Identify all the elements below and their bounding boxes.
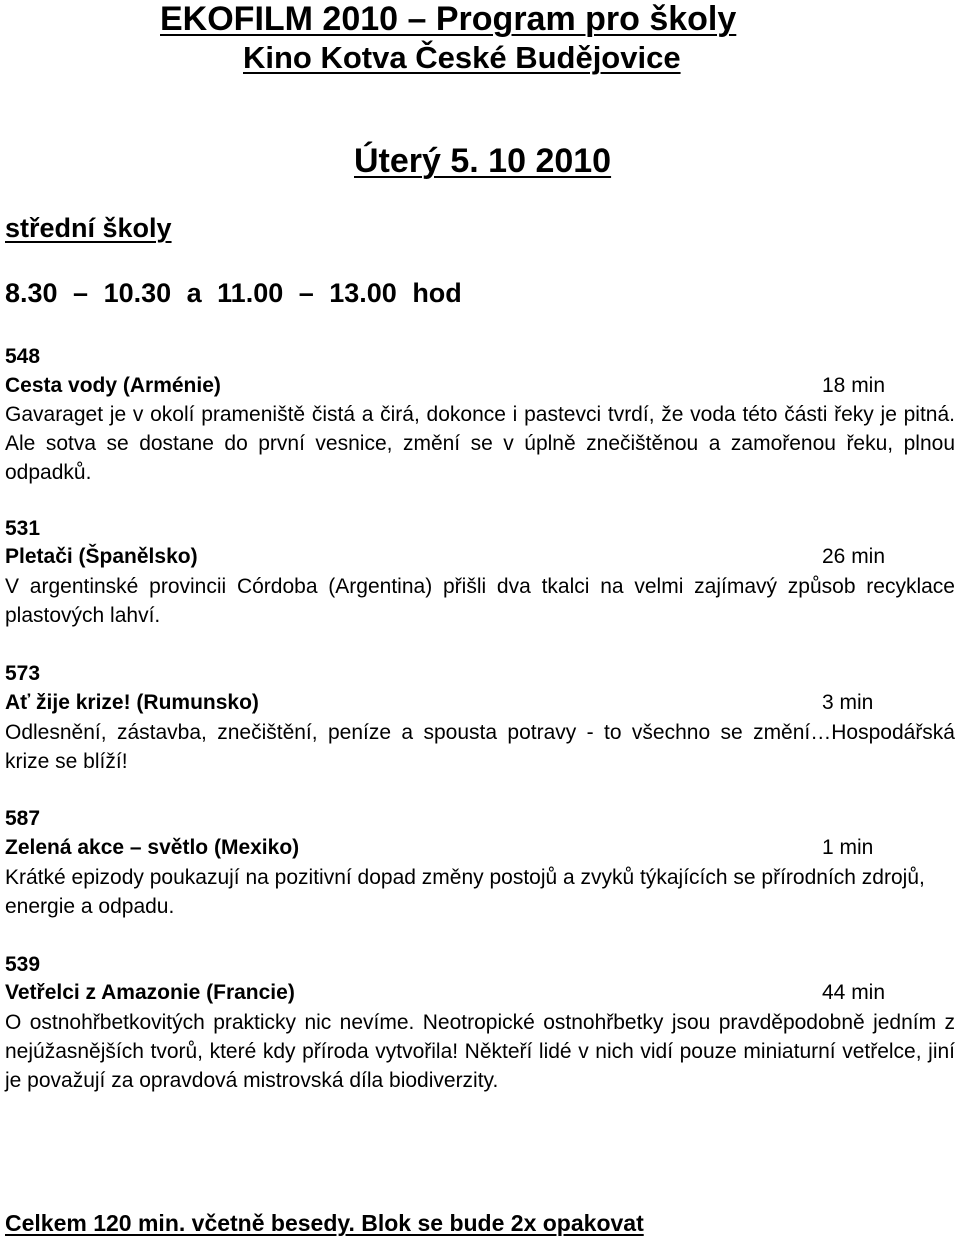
film-number: 548 [5,345,41,368]
page-subtitle: Kino Kotva České Budějovice [243,40,681,75]
screening-times: 8.30 – 10.30 a 11.00 – 13.00 hod [5,278,462,308]
program-date: Úterý 5. 10 2010 [354,142,612,180]
film-title: Pletači (Španělsko) [5,545,198,568]
film-number: 539 [5,953,41,976]
film-duration: 26 min [822,545,886,568]
film-description: Gavaraget je v okolí prameniště čistá a čirá, dokonce i pastevci tvrdí, že voda této části řeky je pitná. Ale sotva se dostane do první vesnice, změní se v úplně znečištěnou a zamořenou řeku, plnou odpadků. [5,403,955,484]
film-number: 531 [5,517,41,540]
film-duration: 44 min [822,981,886,1004]
film-description: O ostnohřbetkovitých prakticky nic nevíme. Neotropické ostnohřbetky jsou pravděpodobně jedním z nejúžasnějších tvorů, které kdy příroda vytvořila! Někteří lidé v nich vidí pouze miniaturní vetřelce, jiní je považují za opravdová mistrovská díla biodiverzity. [5,1011,955,1092]
school-level: střední školy [5,213,172,243]
film-title: Cesta vody (Arménie) [5,374,221,397]
film-number: 587 [5,807,41,830]
film-title: Zelená akce – světlo (Mexiko) [5,836,300,859]
film-description: Odlesnění, zástavba, znečištění, peníze a spousta potravy - to všechno se změní…Hospodářská krize se blíží! [5,721,955,773]
film-description: V argentinské provincii Córdoba (Argentina) přišli dva tkalci na velmi zajímavý způsob recyklace plastových lahví. [5,575,955,627]
film-title: Ať žije krize! (Rumunsko) [5,691,259,714]
film-description: Krátké epizody poukazují na pozitivní dopad změny postojů a zvyků týkajících se přírodních zdrojů, energie a odpadu. [5,866,925,918]
page-title: EKOFILM 2010 – Program pro školy [160,0,737,38]
film-number: 573 [5,662,41,685]
film-duration: 3 min [822,691,874,714]
film-duration: 18 min [822,374,886,397]
film-duration: 1 min [822,836,874,859]
film-title: Vetřelci z Amazonie (Francie) [5,981,295,1004]
program-total: Celkem 120 min. včetně besedy. Blok se bude 2x opakovat [5,1210,644,1236]
